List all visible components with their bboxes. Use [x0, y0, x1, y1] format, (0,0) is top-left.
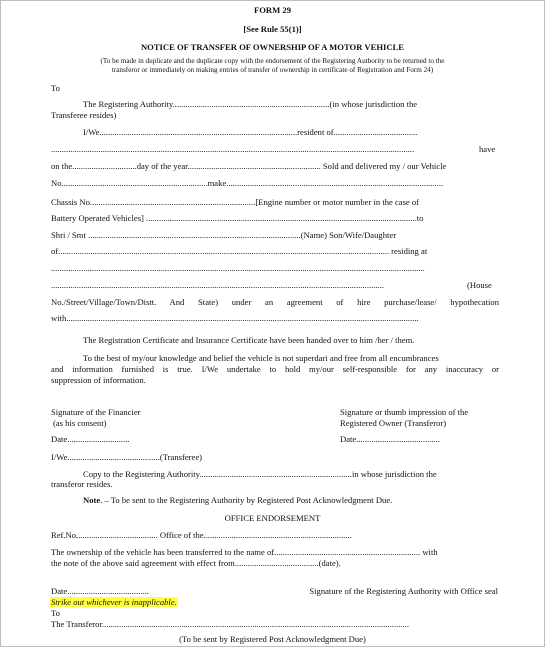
ref-office-line: Ref.No...................................... Office of the.....................................................................	[51, 530, 352, 540]
declaration-line-3: suppression of information.	[51, 375, 146, 385]
blank-line-3: ...........................................................................................................................................................	[51, 280, 385, 290]
ownership-transferred-line: The ownership of the vehicle has been transferred to the name of.................................................................... with	[51, 547, 438, 557]
house-word: (House	[467, 280, 492, 290]
declaration-line-1: To the best of my/our knowledge and belief the vehicle is not superdari and free from all encumbrances	[83, 353, 439, 363]
financier-date-field: Date.............................	[51, 434, 130, 444]
instruction-line-2: transferor or immediately on making entries of transfer of ownership in certificate of Registration and Form 24)	[111, 66, 434, 74]
owner-transferor-label: Registered Owner (Transferor)	[340, 418, 447, 428]
iwe-resident-line: I/We............................................................................................resident of.......................................	[83, 127, 418, 137]
address-agreement-line: No./Street/Village/Town/Distt. And State) under an agreement of hire purchase/lease/ hypothecation	[51, 297, 499, 307]
transferee-resides-line: Transferee resides)	[51, 110, 117, 120]
transferor-line: The Transferor...............................................................................................................................................	[51, 619, 410, 629]
form-number: FORM 29	[254, 5, 291, 15]
have-word: have	[479, 144, 496, 154]
footer-note: (To be sent by Registered Post Acknowledgment Due)	[179, 634, 366, 644]
sold-delivered-line: on the..............................day of the year.............................................................. Sold and delivered my / our Vehicle	[51, 161, 447, 171]
financier-consent-label: (as his consent)	[53, 418, 107, 428]
rule-reference: [See Rule 55(1)]	[243, 24, 302, 34]
registering-authority-signature: Signature of the Registering Authority with Office seal	[309, 586, 498, 596]
transferee-name-line: Shri / Smt ...................................................................................................(Name) Son/Wife/Daughter	[51, 230, 397, 240]
office-endorsement-title: OFFICE ENDORSEMENT	[224, 513, 321, 523]
endorsement-date-field: Date......................................	[51, 586, 149, 596]
blank-line-1: .........................................................................................................................................................................	[51, 144, 415, 154]
copy-to-authority-line: Copy to the Registering Authority.......................................................................in whose jurisdiction the	[83, 469, 437, 479]
note-label: Note	[83, 495, 101, 505]
strike-out-note-wrap	[50, 597, 178, 608]
to-label-2: To	[51, 608, 60, 618]
to-label: To	[51, 83, 60, 93]
form-title: NOTICE OF TRANSFER OF OWNERSHIP OF A MOTOR VEHICLE	[140, 42, 405, 52]
transferee-line: I/We...........................................(Transferee)	[51, 452, 203, 462]
registering-authority-line: The Registering Authority.........................................................................(in whose jurisdiction the	[83, 99, 418, 109]
hypothecation-with-line: with....................................................................................................................................................................	[51, 313, 419, 323]
certificate-handed-over: The Registration Certificate and Insurance Certificate have been handed over to him /her / them.	[83, 335, 415, 345]
financier-signature-label: Signature of the Financier	[51, 407, 141, 417]
blank-line-2: ..............................................................................................................................................................................	[51, 263, 425, 273]
declaration-line-2: and information furnished is true. I/We undertake to hold my/our self-responsible for any inaccuracy or	[51, 364, 499, 374]
strike-out-note: Strike out whichever is inapplicable.	[51, 597, 177, 607]
battery-vehicles-line: Battery Operated Vehicles] ..............................................................................................................................to	[51, 213, 424, 223]
chassis-no-line: Chassis No.............................................................................[Engine number or motor number in the case of	[51, 197, 420, 207]
transferor-resides-line: transferor resides.	[51, 479, 113, 489]
owner-signature-label: Signature or thumb impression of the	[340, 407, 469, 417]
note-line	[83, 495, 392, 506]
vehicle-no-make-line: No....................................................................make.....................................................................................................	[51, 178, 444, 188]
residing-at-line: of.......................................................................................................................................................... residing at	[51, 246, 428, 256]
instruction-line-1: (To be made in duplicate and the duplicate copy with the endorsement of the Registering Authority to be returned to the	[100, 57, 445, 65]
owner-date-field: Date.......................................	[340, 434, 441, 444]
effect-date-line: the note of the above said agreement with effect from.......................................(date).	[51, 558, 341, 568]
note-text: . – To be sent to the Registering Authority by Registered Post Acknowledgment Due.	[100, 495, 393, 505]
